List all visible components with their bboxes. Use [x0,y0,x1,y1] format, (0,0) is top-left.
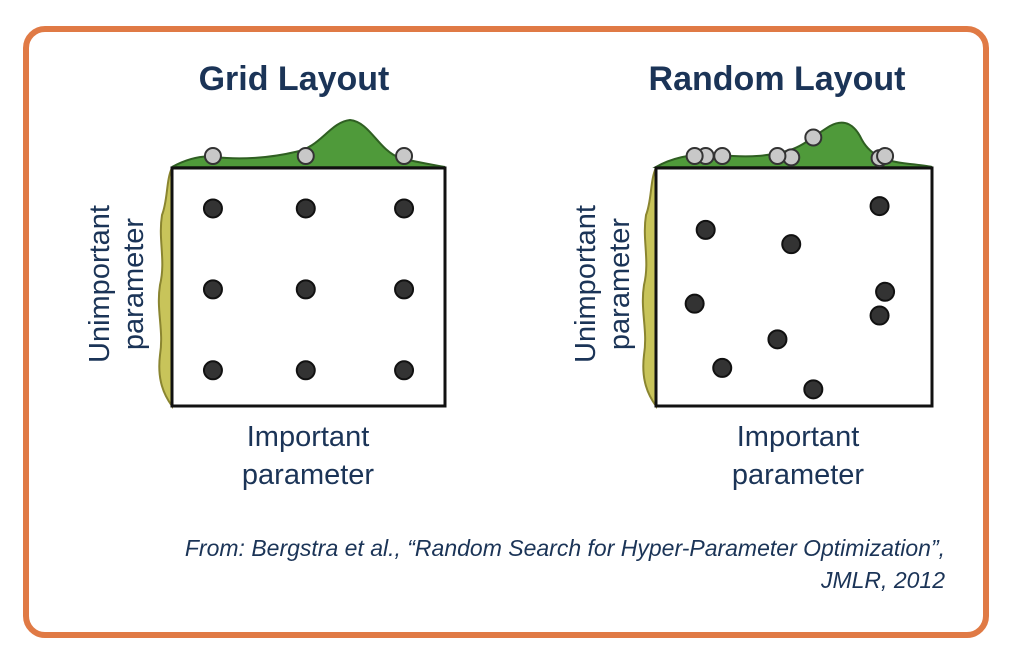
sample-point [204,280,222,298]
grid-important-parameter-label [158,418,458,494]
sample-point [871,307,889,325]
grid-ylabel-line1: Unimportant [84,205,116,363]
random-xlabel-line2: parameter [731,459,865,491]
sample-point [697,221,715,239]
sample-point [871,197,889,215]
random-ylabel-line1: Unimportant [570,205,602,363]
sample-point [686,295,704,313]
random-xlabel-line1: Important [736,421,860,453]
grid-layout-panel [159,120,445,406]
sample-point [804,380,822,398]
sample-point [713,359,731,377]
grid-xlabel-line1: Important [246,421,370,453]
random-ylabel-line2: parameter [604,217,636,351]
sample-point [876,283,894,301]
sample-point [395,361,413,379]
citation [40,532,945,596]
random-unimportant-parameter-label [569,169,637,399]
grid-unimportant-parameter-label [83,169,151,399]
projection-point [714,148,730,164]
grid-xlabel-line2: parameter [241,459,375,491]
projection-point [298,148,314,164]
unimportant-parameter-curve [159,168,172,406]
citation-line1: From: Bergstra et al., “Random Search for Hyper-Parameter Optimization”, [184,535,945,561]
sample-point [768,330,786,348]
citation-line2: JMLR, 2012 [820,567,945,593]
random-layout-title: Random Layout [648,60,906,98]
projection-point [396,148,412,164]
projection-point [769,148,785,164]
sample-point [782,235,800,253]
projection-point [205,148,221,164]
grid-ylabel-line2: parameter [118,217,150,351]
projection-point [805,130,821,146]
sample-point [395,280,413,298]
projection-point [877,148,893,164]
sample-point [297,361,315,379]
unimportant-parameter-curve [643,168,656,406]
projection-point [687,148,703,164]
sample-point [297,280,315,298]
random-layout-panel [643,123,932,406]
sample-point [204,361,222,379]
grid-layout-title: Grid Layout [198,60,390,98]
random-important-parameter-label [648,418,948,494]
sample-point [297,199,315,217]
sample-point [395,199,413,217]
sample-point [204,199,222,217]
